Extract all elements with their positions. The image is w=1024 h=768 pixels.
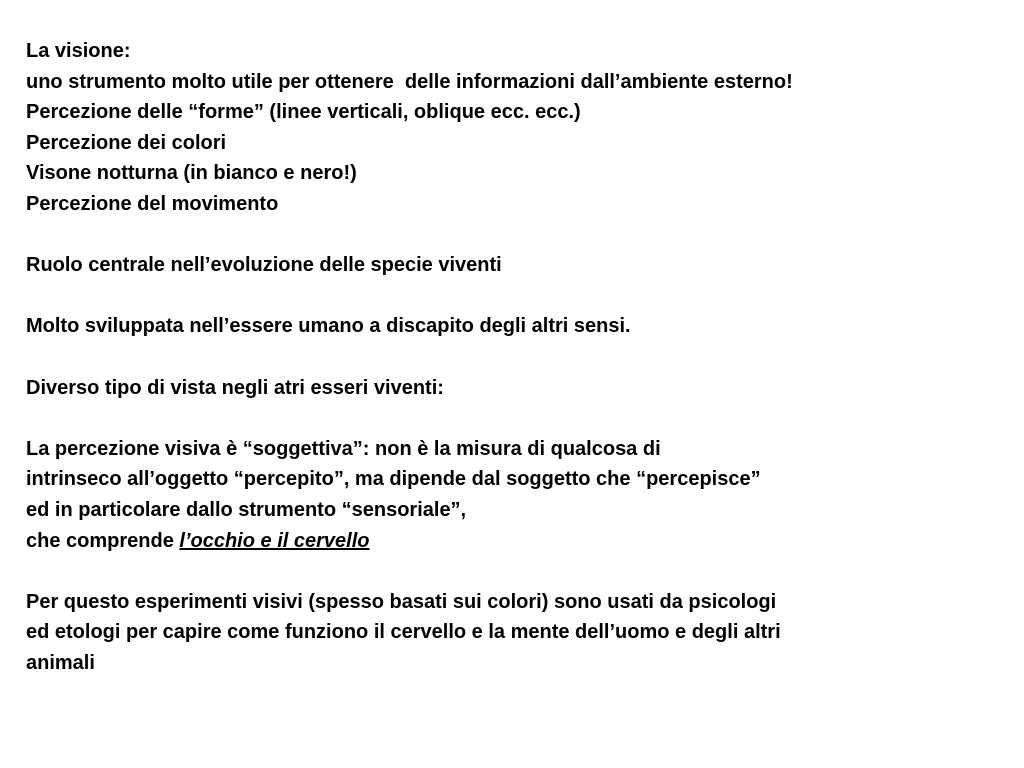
subjective-line-4-prefix: che comprende	[26, 529, 180, 552]
slide-body	[26, 36, 1016, 678]
human-text: Molto sviluppata nell’essere umano a discapito degli altri sensi.	[26, 315, 631, 338]
experiments-line-2: ed etologi per capire come funziono il cervello e la mente dell’uomo e degli altri	[26, 621, 781, 644]
other-species-text: Diverso tipo di vista negli atri esseri viventi:	[26, 376, 444, 399]
spacer	[26, 556, 1016, 587]
bullet-night-vision: Visone notturna (in bianco e nero!)	[26, 162, 357, 185]
bullet-movement: Percezione del movimento	[26, 192, 279, 215]
spacer	[26, 342, 1016, 373]
slide-heading: La visione:	[26, 40, 131, 62]
experiments-line-3: animali	[26, 651, 95, 674]
subjective-line-4	[26, 526, 1016, 557]
bullet-forms: Percezione delle “forme” (linee verticali, oblique ecc. ecc.)	[26, 101, 581, 124]
subjective-line-1: La percezione visiva è “soggettiva”: non è la misura di qualcosa di	[26, 437, 661, 460]
eye-and-brain-emphasis: l’occhio e il cervello	[179, 529, 370, 552]
spacer	[26, 220, 1016, 251]
spacer	[26, 281, 1016, 312]
spacer	[26, 403, 1016, 434]
intro-text: uno strumento molto utile per ottenere delle informazioni dall’ambiente esterno!	[26, 70, 793, 93]
experiments-line-1: Per questo esperimenti visivi (spesso basati sui colori) sono usati da psicologi	[26, 590, 777, 613]
subjective-line-3: ed in particolare dallo strumento “sensoriale”,	[26, 498, 467, 521]
bullet-colors: Percezione dei colori	[26, 131, 227, 154]
role-text: Ruolo centrale nell’evoluzione delle specie viventi	[26, 254, 502, 277]
subjective-line-2: intrinseco all’oggetto “percepito”, ma dipende dal soggetto che “percepisce”	[26, 468, 761, 491]
